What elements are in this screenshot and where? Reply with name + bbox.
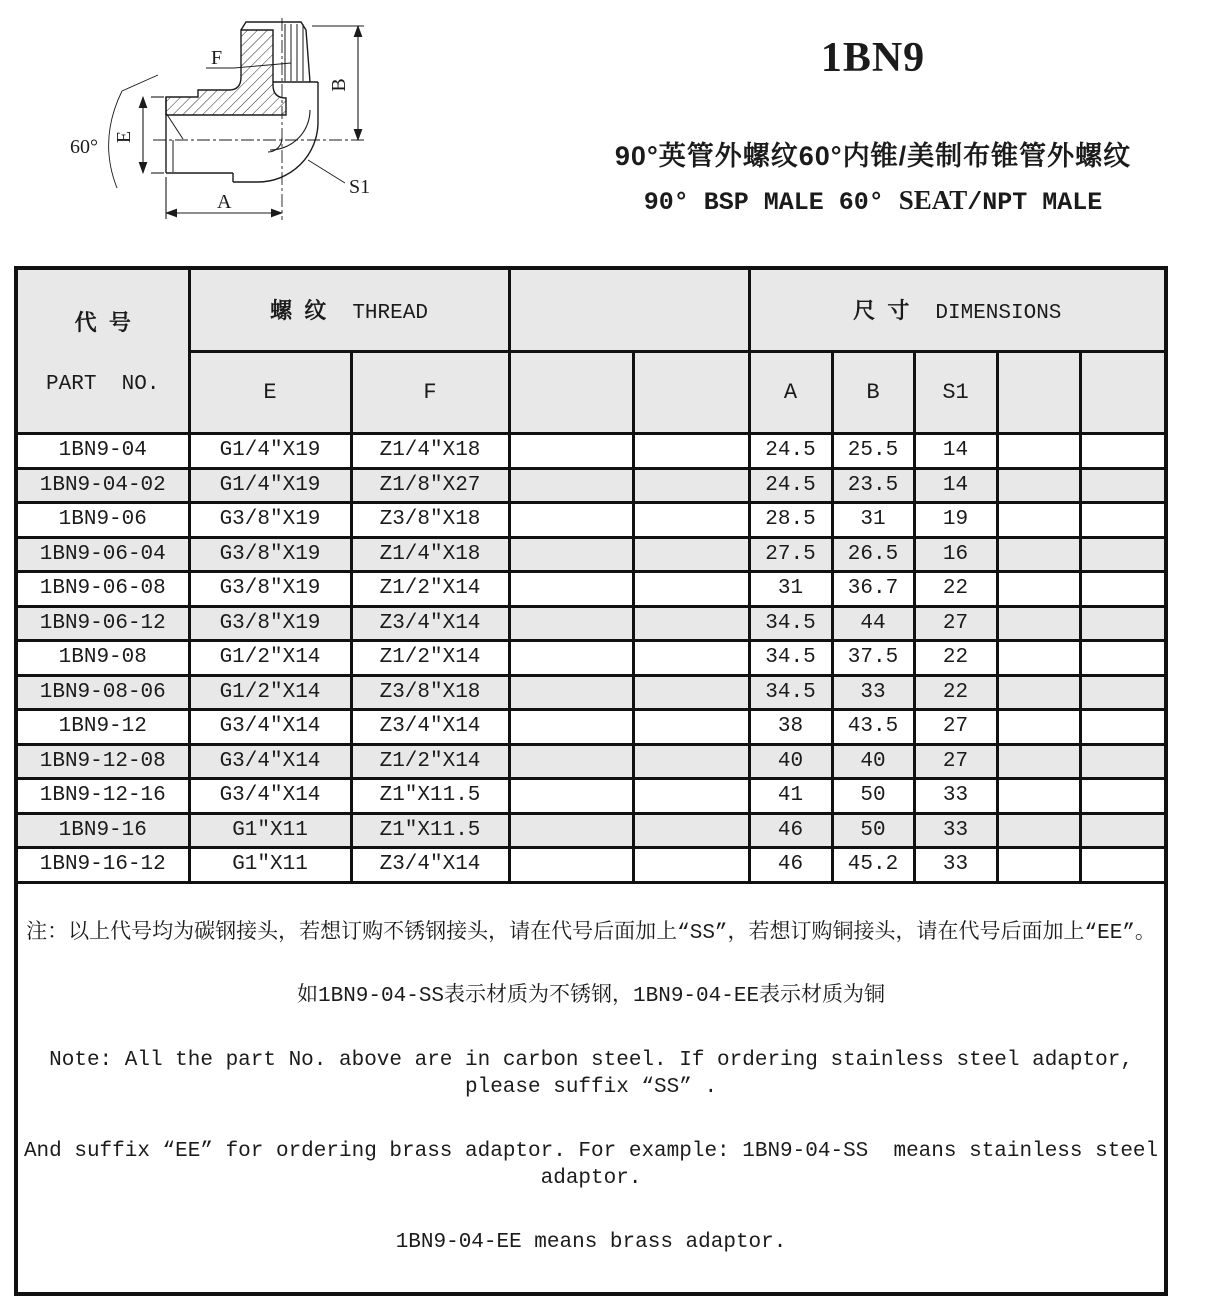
cell-empty [633, 744, 749, 779]
table-row [16, 606, 1166, 641]
cell-dim-s1: 33 [914, 779, 997, 814]
cell-dim-b: 45.2 [832, 848, 914, 883]
cell-dim-a: 34.5 [749, 606, 832, 641]
table-row [16, 641, 1166, 676]
cell-empty [633, 813, 749, 848]
col-header-a: A [749, 351, 832, 433]
cell-dim-a: 46 [749, 813, 832, 848]
cell-thread-f: Z3/8″X18 [351, 675, 509, 710]
col-header-thread-cn: 螺 纹 [270, 298, 327, 324]
cell-dim-s1: 16 [914, 537, 997, 572]
subtitle-en-seat: SEAT [898, 185, 968, 215]
col-header-dimensions [749, 268, 1166, 351]
table-row [16, 744, 1166, 779]
subtitle-en [548, 185, 1198, 217]
cell-part-no: 1BN9-12-16 [16, 779, 189, 814]
cell-dim-b: 44 [832, 606, 914, 641]
technical-drawing [15, 5, 400, 237]
cell-dim-b: 43.5 [832, 710, 914, 745]
cell-empty [1080, 848, 1166, 883]
cell-empty [633, 675, 749, 710]
note-row [16, 882, 1166, 1294]
cell-empty [1080, 468, 1166, 503]
cell-part-no: 1BN9-04-02 [16, 468, 189, 503]
col-header-dimensions-en: DIMENSIONS [935, 302, 1062, 326]
cell-dim-b: 31 [832, 503, 914, 538]
cell-dim-s1: 22 [914, 572, 997, 607]
cell-dim-s1: 33 [914, 813, 997, 848]
cell-dim-b: 23.5 [832, 468, 914, 503]
cell-empty [1080, 641, 1166, 676]
col-header-thread [189, 268, 509, 351]
cell-empty [633, 434, 749, 469]
cell-part-no: 1BN9-08 [16, 641, 189, 676]
cell-dim-a: 31 [749, 572, 832, 607]
cell-dim-a: 46 [749, 848, 832, 883]
cell-thread-f: Z1/4″X18 [351, 537, 509, 572]
cell-empty [997, 641, 1080, 676]
cell-part-no: 1BN9-16 [16, 813, 189, 848]
cell-part-no: 1BN9-12-08 [16, 744, 189, 779]
table-row [16, 537, 1166, 572]
cell-empty [633, 503, 749, 538]
note-line: 注：以上代号均为碳钢接头，若想订购不锈钢接头，请在代号后面加上“SS”，若想订购铜接头，请在代号后面加上“EE”。 [26, 921, 1156, 945]
cell-empty [633, 537, 749, 572]
cell-empty [633, 606, 749, 641]
cell-empty [997, 468, 1080, 503]
col-header-s1: S1 [914, 351, 997, 433]
cell-dim-a: 38 [749, 710, 832, 745]
cell-dim-a: 34.5 [749, 641, 832, 676]
cell-thread-f: Z1″X11.5 [351, 813, 509, 848]
col-header-empty [509, 268, 749, 351]
cell-empty [633, 572, 749, 607]
note-line: 1BN9-04-EE means brass adaptor. [395, 1230, 787, 1254]
cell-empty [633, 641, 749, 676]
cell-thread-e: G1/2″X14 [189, 641, 351, 676]
table-row [16, 572, 1166, 607]
cell-empty [1080, 744, 1166, 779]
cell-empty [509, 606, 633, 641]
table-row [16, 468, 1166, 503]
cell-empty [509, 675, 633, 710]
cell-thread-e: G1/4″X19 [189, 468, 351, 503]
col-header-empty [1080, 351, 1166, 433]
col-header-empty [509, 351, 633, 433]
cell-empty [509, 537, 633, 572]
cell-dim-a: 28.5 [749, 503, 832, 538]
cell-empty [509, 572, 633, 607]
subtitle-en-post: /NPT MALE [967, 188, 1103, 217]
cell-dim-s1: 27 [914, 744, 997, 779]
cell-dim-b: 26.5 [832, 537, 914, 572]
cell-dim-s1: 22 [914, 641, 997, 676]
cell-thread-e: G1″X11 [189, 848, 351, 883]
cell-thread-f: Z3/4″X14 [351, 848, 509, 883]
cell-empty [997, 813, 1080, 848]
cell-empty [997, 779, 1080, 814]
cell-empty [1080, 813, 1166, 848]
label-s1: S1 [349, 176, 371, 198]
cell-part-no: 1BN9-06-04 [16, 537, 189, 572]
cell-empty [509, 468, 633, 503]
cell-dim-b: 33 [832, 675, 914, 710]
subtitle-cn: 90°英管外螺纹60°内锥/美制布锥管外螺纹 [614, 141, 1132, 171]
cell-thread-e: G1/2″X14 [189, 675, 351, 710]
label-e: E [113, 130, 135, 144]
table-row [16, 675, 1166, 710]
col-header-empty [997, 351, 1080, 433]
cell-thread-e: G3/4″X14 [189, 744, 351, 779]
cell-dim-s1: 14 [914, 434, 997, 469]
cell-empty [633, 779, 749, 814]
cell-thread-e: G3/4″X14 [189, 710, 351, 745]
cell-thread-f: Z1/4″X18 [351, 434, 509, 469]
table-body [16, 434, 1166, 883]
cell-empty [997, 744, 1080, 779]
col-header-e: E [189, 351, 351, 433]
cell-thread-e: G3/8″X19 [189, 503, 351, 538]
col-header-f: F [351, 351, 509, 433]
cell-empty [1080, 606, 1166, 641]
cell-thread-e: G1/4″X19 [189, 434, 351, 469]
cell-empty [509, 779, 633, 814]
cell-empty [509, 744, 633, 779]
notes [16, 882, 1171, 1294]
cell-dim-a: 41 [749, 779, 832, 814]
cell-empty [997, 606, 1080, 641]
cell-thread-e: G3/8″X19 [189, 537, 351, 572]
section-hatch [166, 30, 286, 115]
spec-table [14, 266, 1171, 1296]
cell-empty [1080, 572, 1166, 607]
cell-empty [997, 503, 1080, 538]
cell-empty [997, 572, 1080, 607]
cell-part-no: 1BN9-06 [16, 503, 189, 538]
table-row [16, 503, 1166, 538]
cell-dim-b: 36.7 [832, 572, 914, 607]
cell-dim-a: 40 [749, 744, 832, 779]
cell-empty [997, 537, 1080, 572]
cell-empty [1080, 503, 1166, 538]
cell-empty [509, 641, 633, 676]
subtitle-en-pre: 90° BSP MALE 60° [643, 188, 899, 217]
note-line: And suffix “EE” for ordering brass adaptor. For example: 1BN9-04-SS means stainless steel adaptor. [23, 1139, 1171, 1190]
cell-empty [997, 675, 1080, 710]
col-header-part-no-en: PART NO. [46, 373, 160, 396]
cell-thread-f: Z1/2″X14 [351, 641, 509, 676]
cell-dim-s1: 27 [914, 606, 997, 641]
table-row [16, 434, 1166, 469]
col-header-thread-en: THREAD [352, 302, 428, 326]
col-header-dimensions-cn: 尺 寸 [853, 298, 910, 324]
cell-empty [509, 848, 633, 883]
cell-empty [509, 710, 633, 745]
cell-dim-s1: 14 [914, 468, 997, 503]
cell-empty [1080, 779, 1166, 814]
cell-dim-a: 24.5 [749, 434, 832, 469]
cell-dim-a: 27.5 [749, 537, 832, 572]
cell-dim-s1: 22 [914, 675, 997, 710]
cell-thread-f: Z1″X11.5 [351, 779, 509, 814]
cell-thread-e: G3/8″X19 [189, 606, 351, 641]
page-title: 1BN9 [820, 35, 926, 81]
note-line: Note: All the part No. above are in carbon steel. If ordering stainless steel adaptor, please suffix “SS” . [49, 1048, 1146, 1099]
cell-dim-s1: 19 [914, 503, 997, 538]
cell-thread-f: Z1/2″X14 [351, 744, 509, 779]
cell-thread-f: Z3/4″X14 [351, 606, 509, 641]
cell-thread-f: Z1/2″X14 [351, 572, 509, 607]
cell-thread-e: G1″X11 [189, 813, 351, 848]
note-line: 如1BN9-04-SS表示材质为不锈钢，1BN9-04-EE表示材质为铜 [297, 985, 886, 1008]
col-header-b: B [832, 351, 914, 433]
cell-thread-e: G3/8″X19 [189, 572, 351, 607]
cell-part-no: 1BN9-16-12 [16, 848, 189, 883]
col-header-part-no-cn: 代 号 [74, 310, 131, 335]
cell-dim-b: 50 [832, 779, 914, 814]
cell-empty [997, 710, 1080, 745]
cell-empty [509, 434, 633, 469]
cell-dim-a: 34.5 [749, 675, 832, 710]
cell-part-no: 1BN9-06-12 [16, 606, 189, 641]
cell-empty [997, 434, 1080, 469]
cell-empty [633, 848, 749, 883]
cell-empty [633, 468, 749, 503]
cell-thread-e: G3/4″X14 [189, 779, 351, 814]
label-f: F [211, 47, 223, 69]
cell-dim-b: 50 [832, 813, 914, 848]
dimension-lines [109, 26, 364, 219]
table-row [16, 710, 1166, 745]
cell-empty [1080, 710, 1166, 745]
cell-dim-a: 24.5 [749, 468, 832, 503]
cell-empty [1080, 537, 1166, 572]
cell-dim-b: 37.5 [832, 641, 914, 676]
col-header-part-no [16, 268, 189, 434]
cell-part-no: 1BN9-04 [16, 434, 189, 469]
table-row [16, 813, 1166, 848]
cell-empty [997, 848, 1080, 883]
cell-part-no: 1BN9-08-06 [16, 675, 189, 710]
cell-empty [633, 710, 749, 745]
cell-thread-f: Z3/8″X18 [351, 503, 509, 538]
label-a: A [217, 191, 232, 213]
cell-dim-b: 25.5 [832, 434, 914, 469]
cell-empty [509, 813, 633, 848]
cell-part-no: 1BN9-12 [16, 710, 189, 745]
cell-empty [1080, 434, 1166, 469]
label-angle: 60° [70, 136, 98, 158]
cell-part-no: 1BN9-06-08 [16, 572, 189, 607]
cell-empty [509, 503, 633, 538]
cell-dim-s1: 33 [914, 848, 997, 883]
cell-dim-s1: 27 [914, 710, 997, 745]
cell-dim-b: 40 [832, 744, 914, 779]
col-header-empty [633, 351, 749, 433]
table-row [16, 779, 1166, 814]
cell-thread-f: Z1/8″X27 [351, 468, 509, 503]
cell-empty [1080, 675, 1166, 710]
table-row [16, 848, 1166, 883]
label-b: B [328, 78, 350, 92]
cell-thread-f: Z3/4″X14 [351, 710, 509, 745]
title-block [548, 34, 1198, 217]
